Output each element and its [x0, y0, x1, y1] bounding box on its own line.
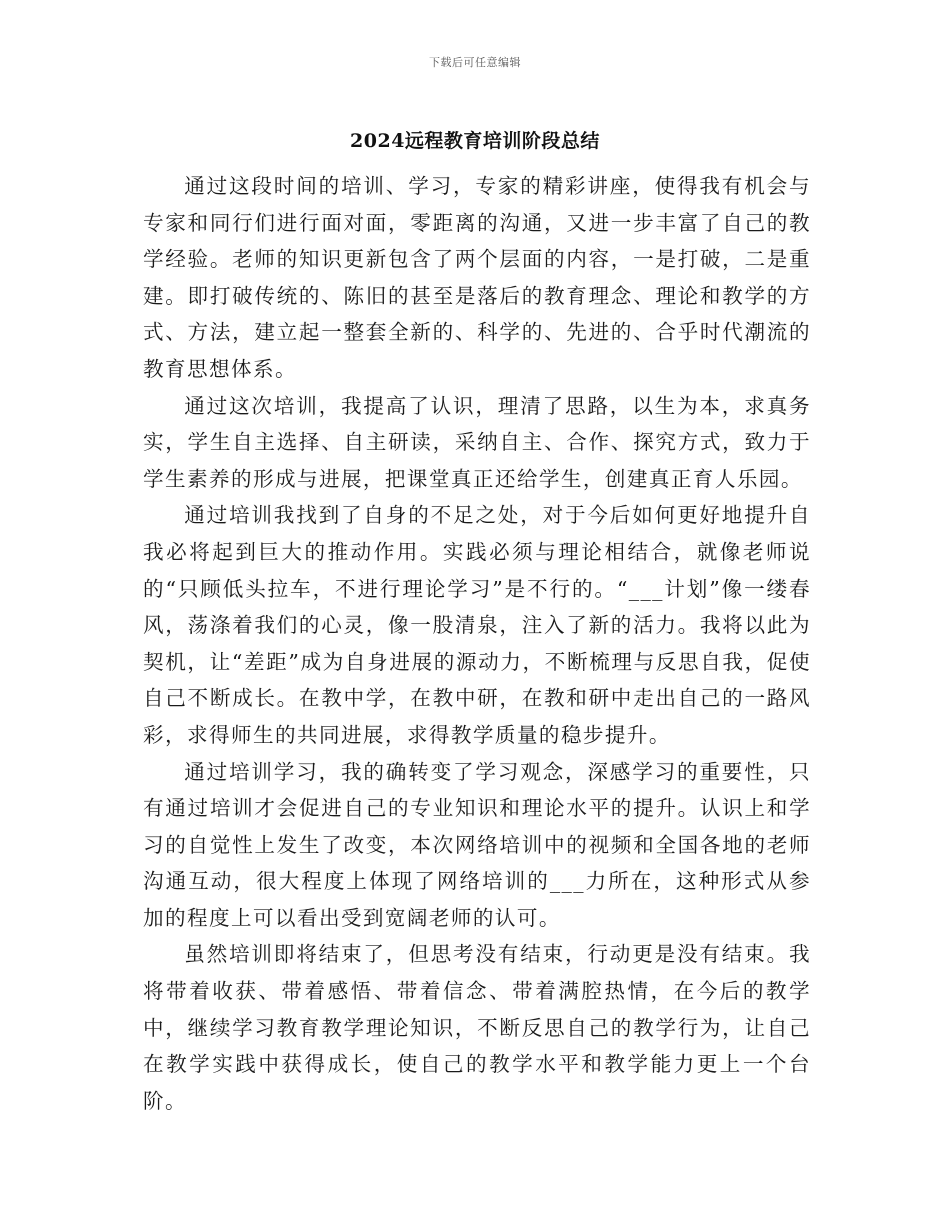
paragraph-1: 通过这段时间的培训、学习，专家的精彩讲座，使得我有机会与专家和同行们进行面对面，零距离的沟通，又进一步丰富了自己的教学经验。老师的知识更新包含了两个层面的内容，一是打破，二是重建。即打破传统的、陈旧的甚至是落后的教育理念、理论和教学的方式、方法，建立起一整套全新的、科学的、先进的、合乎时代潮流的教育思想体系。	[143, 174, 811, 381]
document-title: 2024远程教育培训阶段总结	[350, 130, 600, 152]
paragraph-5: 虽然培训即将结束了，但思考没有结束，行动更是没有结束。我将带着收获、带着感悟、带着信念、带着满腔热情，在今后的教学中，继续学习教育教学理论知识，不断反思自己的教学行为，让自己在教学实践中获得成长，使自己的教学水平和教学能力更上一个台阶。	[143, 942, 811, 1113]
paragraph-4: 通过培训学习，我的确转变了学习观念，深感学习的重要性，只有通过培训才会促进自己的专业知识和理论水平的提升。认识上和学习的自觉性上发生了改变，本次网络培训中的视频和全国各地的老师沟通互动，很大程度上体现了网络培训的___力所在，这种形式从参加的程度上可以看出受到宽阔老师的认可。	[143, 759, 811, 930]
paragraph-3: 通过培训我找到了自身的不足之处，对于今后如何更好地提升自我必将起到巨大的推动作用。实践必须与理论相结合，就像老师说的“只顾低头拉车，不进行理论学习”是不行的。“___计划”像一缕春风，荡涤着我们的心灵，像一股清泉，注入了新的活力。我将以此为契机，让“差距”成为自身进展的源动力，不断梳理与反思自我，促使自己不断成长。在教中学，在教中研，在教和研中走出自己的一路风彩，求得师生的共同进展，求得教学质量的稳步提升。	[143, 503, 811, 747]
page-header-note: 下载后可任意编辑	[429, 56, 521, 69]
paragraph-2: 通过这次培训，我提高了认识，理清了思路，以生为本，求真务实，学生自主选择、自主研读，采纳自主、合作、探究方式，致力于学生素养的形成与进展，把课堂真正还给学生，创建真正育人乐园。	[143, 393, 811, 491]
document-body	[143, 168, 811, 1119]
